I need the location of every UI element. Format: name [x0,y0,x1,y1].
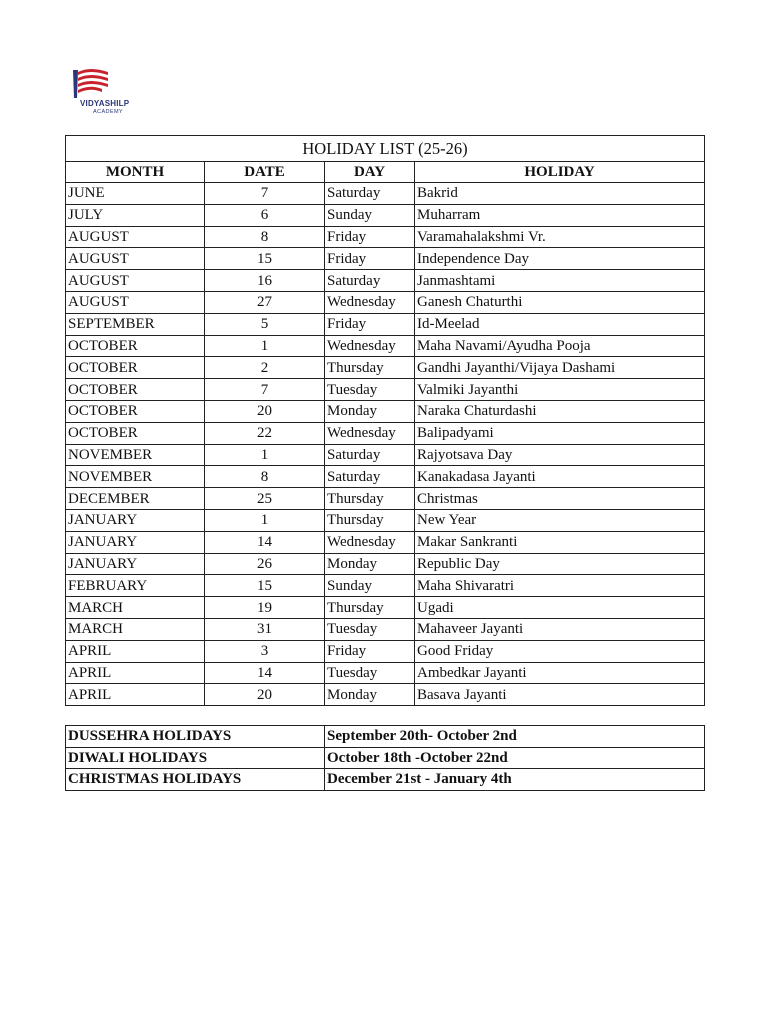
table-row [66,226,705,248]
table-row [66,531,705,553]
cell-holiday: Ganesh Chaturthi [415,291,705,313]
cell-day: Monday [325,684,415,706]
cell-holiday: Maha Navami/Ayudha Pooja [415,335,705,357]
table-row [66,553,705,575]
vacation-name: DUSSEHRA HOLIDAYS [66,726,325,748]
cell-date: 2 [205,357,325,379]
cell-date: 19 [205,597,325,619]
table-row [66,509,705,531]
table-title: HOLIDAY LIST (25-26) [66,136,705,162]
school-name: VIDYASHILP [80,99,130,108]
cell-date: 14 [205,531,325,553]
cell-date: 15 [205,248,325,270]
cell-date: 25 [205,488,325,510]
cell-month: APRIL [66,640,205,662]
cell-date: 1 [205,444,325,466]
cell-date: 8 [205,226,325,248]
cell-date: 1 [205,335,325,357]
cell-day: Tuesday [325,379,415,401]
cell-month: JULY [66,204,205,226]
cell-holiday: Janmashtami [415,270,705,292]
cell-holiday: Kanakadasa Jayanti [415,466,705,488]
table-row [66,444,705,466]
cell-month: OCTOBER [66,400,205,422]
cell-month: NOVEMBER [66,466,205,488]
cell-holiday: Mahaveer Jayanti [415,618,705,640]
table-row [66,270,705,292]
table-row [66,640,705,662]
vacation-row [66,769,705,791]
cell-date: 8 [205,466,325,488]
cell-month: JANUARY [66,553,205,575]
table-row [66,313,705,335]
cell-month: APRIL [66,684,205,706]
cell-month: OCTOBER [66,379,205,401]
cell-day: Friday [325,313,415,335]
cell-day: Sunday [325,575,415,597]
cell-date: 5 [205,313,325,335]
cell-date: 16 [205,270,325,292]
cell-day: Thursday [325,488,415,510]
cell-date: 20 [205,684,325,706]
header-day: DAY [325,162,415,183]
cell-day: Sunday [325,204,415,226]
vacation-period: September 20th- October 2nd [325,726,705,748]
cell-month: NOVEMBER [66,444,205,466]
cell-date: 31 [205,618,325,640]
cell-date: 26 [205,553,325,575]
vacation-row [66,747,705,769]
cell-month: OCTOBER [66,335,205,357]
cell-date: 27 [205,291,325,313]
cell-holiday: Valmiki Jayanthi [415,379,705,401]
cell-day: Wednesday [325,531,415,553]
cell-date: 7 [205,379,325,401]
school-logo [66,66,146,122]
cell-day: Tuesday [325,662,415,684]
cell-date: 3 [205,640,325,662]
table-row [66,248,705,270]
table-row [66,335,705,357]
cell-holiday: New Year [415,509,705,531]
table-row [66,684,705,706]
cell-day: Monday [325,400,415,422]
cell-day: Saturday [325,444,415,466]
header-holiday: HOLIDAY [415,162,705,183]
cell-month: MARCH [66,618,205,640]
cell-holiday: Ugadi [415,597,705,619]
vacation-period: October 18th -October 22nd [325,747,705,769]
cell-month: OCTOBER [66,357,205,379]
cell-holiday: Christmas [415,488,705,510]
cell-month: OCTOBER [66,422,205,444]
table-row [66,183,705,205]
cell-date: 22 [205,422,325,444]
cell-month: JANUARY [66,509,205,531]
cell-month: AUGUST [66,270,205,292]
cell-month: JANUARY [66,531,205,553]
cell-day: Friday [325,248,415,270]
cell-holiday: Independence Day [415,248,705,270]
cell-day: Tuesday [325,618,415,640]
table-row [66,575,705,597]
cell-day: Wednesday [325,291,415,313]
cell-holiday: Good Friday [415,640,705,662]
cell-day: Thursday [325,509,415,531]
cell-month: FEBRUARY [66,575,205,597]
cell-day: Monday [325,553,415,575]
cell-month: DECEMBER [66,488,205,510]
cell-day: Saturday [325,466,415,488]
cell-month: APRIL [66,662,205,684]
table-row [66,204,705,226]
cell-day: Wednesday [325,335,415,357]
table-row [66,291,705,313]
cell-month: AUGUST [66,248,205,270]
cell-day: Saturday [325,183,415,205]
vacation-name: CHRISTMAS HOLIDAYS [66,769,325,791]
cell-holiday: Basava Jayanti [415,684,705,706]
cell-month: JUNE [66,183,205,205]
cell-day: Thursday [325,597,415,619]
cell-day: Saturday [325,270,415,292]
vacation-table [65,725,705,791]
cell-date: 14 [205,662,325,684]
cell-holiday: Naraka Chaturdashi [415,400,705,422]
table-row [66,357,705,379]
cell-holiday: Ambedkar Jayanti [415,662,705,684]
table-header-row [66,162,705,183]
cell-month: AUGUST [66,226,205,248]
table-title-row [66,136,705,162]
cell-month: AUGUST [66,291,205,313]
cell-holiday: Makar Sankranti [415,531,705,553]
cell-holiday: Republic Day [415,553,705,575]
table-row [66,488,705,510]
vacation-period: December 21st - January 4th [325,769,705,791]
holiday-rows [66,183,705,706]
vacation-rows [66,726,705,791]
table-row [66,466,705,488]
cell-date: 6 [205,204,325,226]
vacation-row [66,726,705,748]
cell-date: 20 [205,400,325,422]
header-date: DATE [205,162,325,183]
cell-holiday: Maha Shivaratri [415,575,705,597]
cell-month: SEPTEMBER [66,313,205,335]
flag-torch-icon [70,66,110,100]
holiday-table [65,135,705,706]
table-row [66,379,705,401]
cell-date: 1 [205,509,325,531]
table-row [66,597,705,619]
header-month: MONTH [66,162,205,183]
vacation-name: DIWALI HOLIDAYS [66,747,325,769]
cell-day: Friday [325,226,415,248]
table-row [66,618,705,640]
cell-holiday: Rajyotsava Day [415,444,705,466]
table-row [66,400,705,422]
cell-date: 7 [205,183,325,205]
cell-holiday: Varamahalakshmi Vr. [415,226,705,248]
table-row [66,422,705,444]
cell-date: 15 [205,575,325,597]
cell-month: MARCH [66,597,205,619]
cell-holiday: Gandhi Jayanthi/Vijaya Dashami [415,357,705,379]
school-subtitle: ACADEMY [93,109,123,115]
table-row [66,662,705,684]
cell-day: Thursday [325,357,415,379]
cell-day: Friday [325,640,415,662]
cell-day: Wednesday [325,422,415,444]
cell-holiday: Muharram [415,204,705,226]
cell-holiday: Bakrid [415,183,705,205]
cell-holiday: Id-Meelad [415,313,705,335]
cell-holiday: Balipadyami [415,422,705,444]
